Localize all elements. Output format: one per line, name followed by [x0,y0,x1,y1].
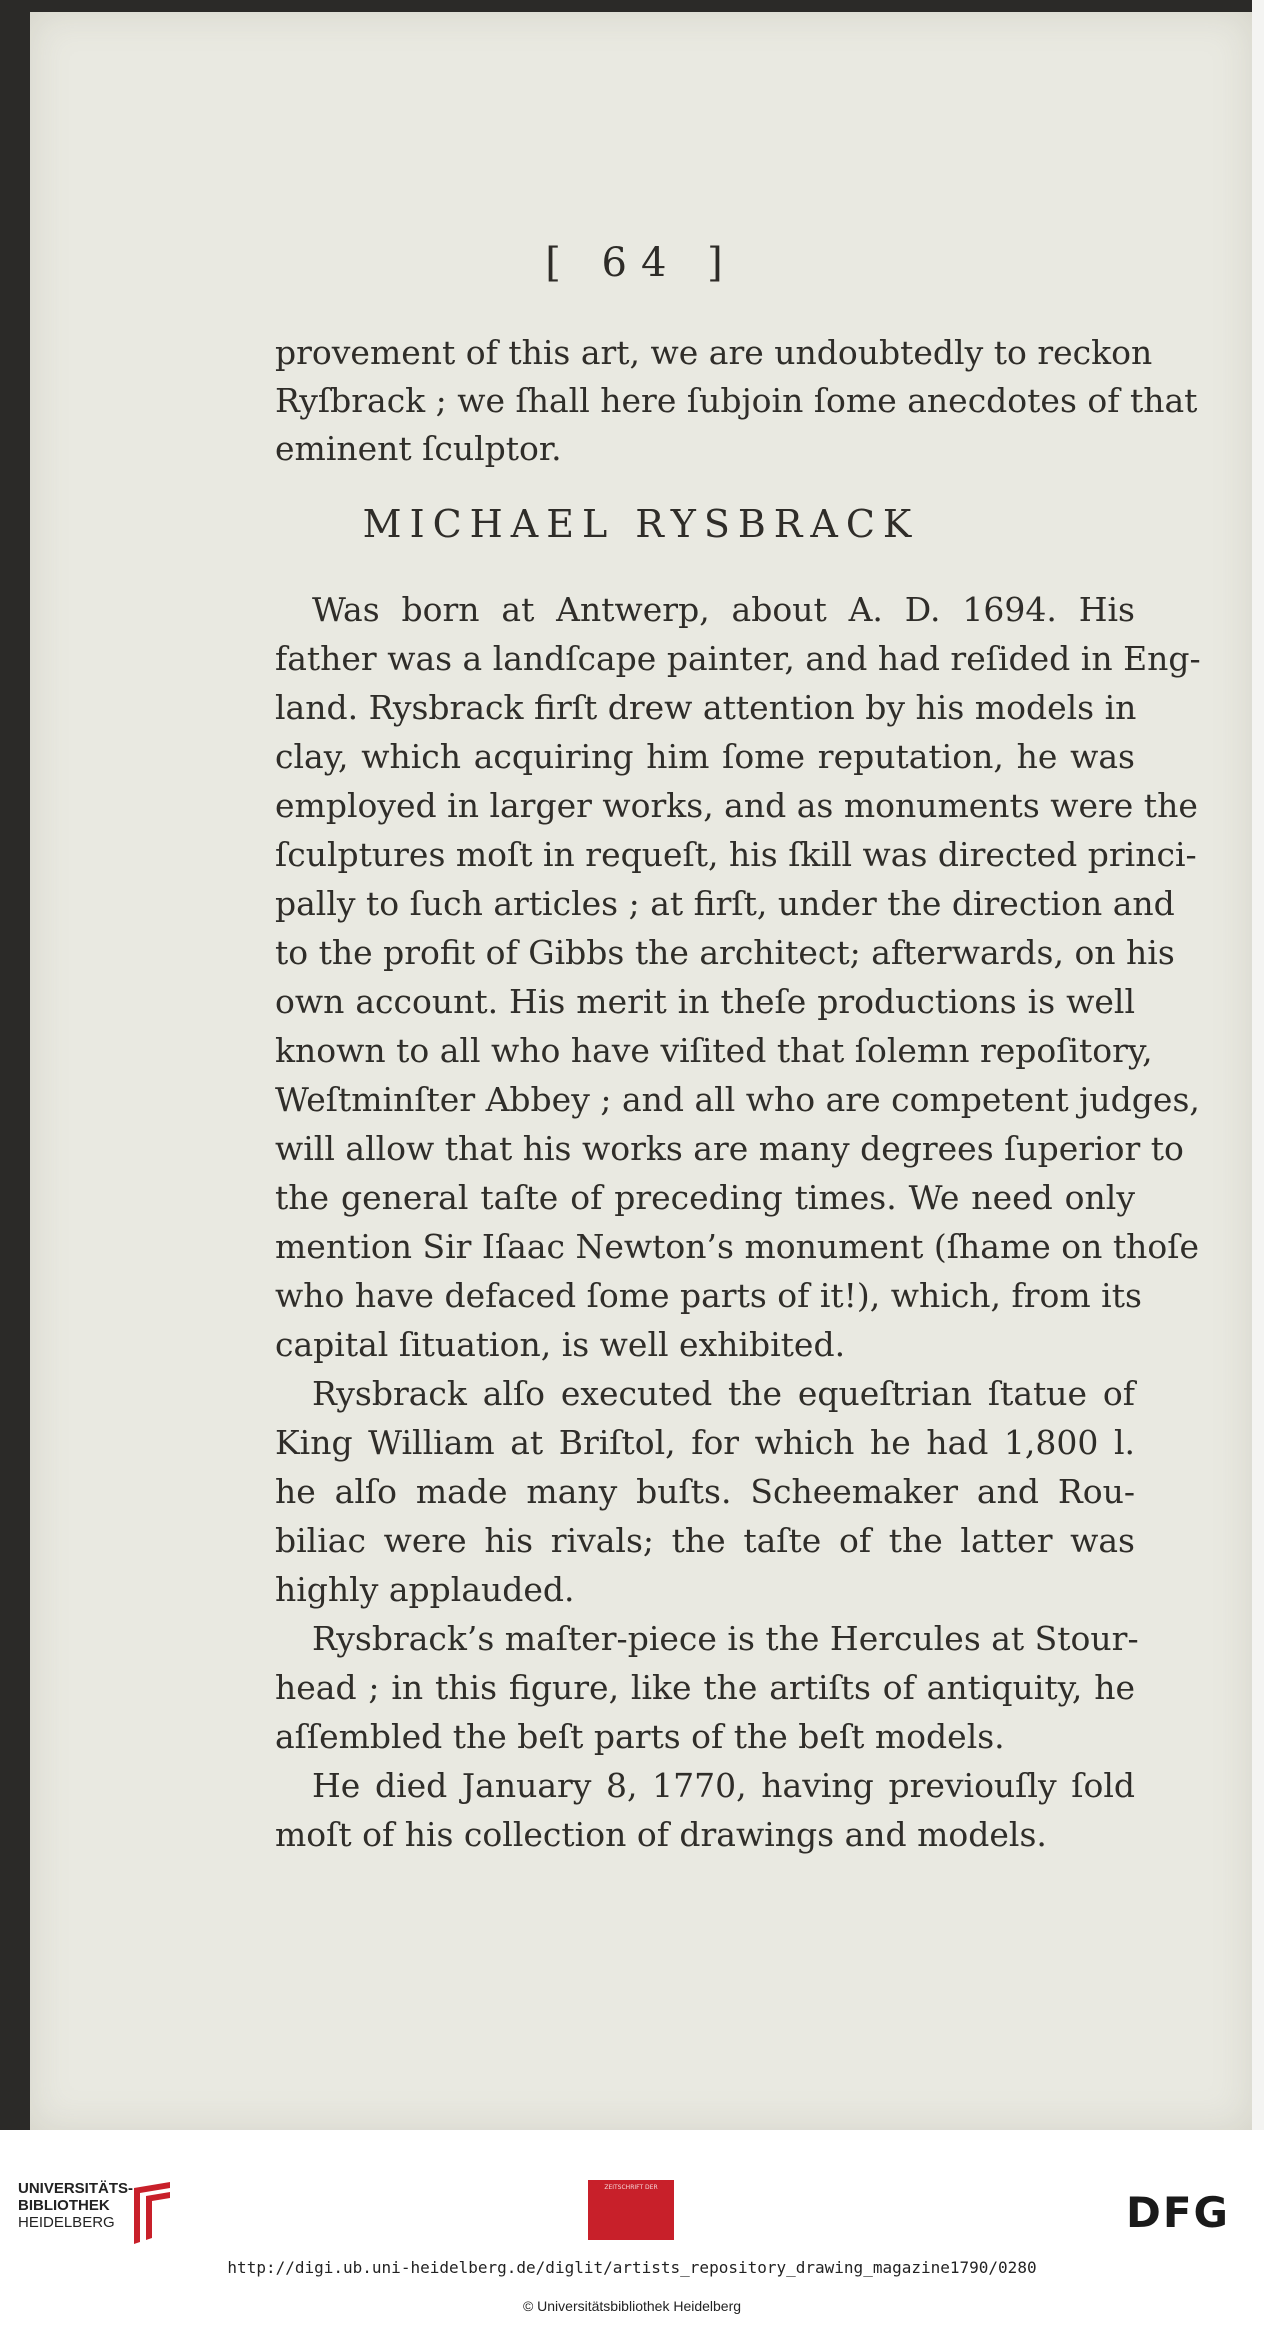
permalink-url[interactable]: http://digi.ub.uni-heidelberg.de/diglit/artists_repository_drawing_magazine1790/0280 [227,2258,1037,2277]
university-library-logo[interactable] [18,2180,133,2231]
text-line: Ryſbrack ; we ſhall here ſubjoin ſome anecdotes of that [275,381,1198,420]
text-line: Weſtminſter Abbey ; and all who are competent judges, [275,1080,1200,1119]
text-line: land. Rysbrack firſt drew attention by his models in [275,688,1137,727]
text-line: will allow that his works are many degrees ſuperior to [275,1129,1184,1168]
text-line: provement of this art, we are undoubtedly to reckon [275,333,1153,372]
text-line: the general taſte of preceding times. We need only [275,1178,1135,1217]
dfg-logo[interactable]: DFG [1126,2188,1231,2237]
text-line: King William at Briſtol, for which he had 1,800 l. [275,1423,1135,1462]
logo-line: UNIVERSITÄTS- [18,2180,134,2197]
text-line: Was born at Antwerp, about A. D. 1694. His [312,590,1135,629]
text-line: pally to ſuch articles ; at firſt, under the direction and [275,884,1175,923]
text-line: he alſo made many buſts. Scheemaker and Rou- [275,1472,1135,1511]
text-line: employed in larger works, and as monuments were the [275,786,1198,825]
page-number: [ 64 ] [545,240,737,286]
text-line: known to all who have viſited that ſolemn repoſitory, [275,1031,1153,1070]
text-line: moſt of his collection of drawings and models. [275,1815,1047,1854]
text-line: eminent ſculptor. [275,429,562,468]
logo-line: BIBLIOTHEK [18,2197,110,2214]
library-mark-icon [130,2182,176,2246]
text-line: mention Sir Iſaac Newton’s monument (ſhame on thoſe [275,1227,1199,1266]
book-page [30,12,1252,2130]
text-line: who have defaced ſome parts of it!), which, from its [275,1276,1142,1315]
text-line: clay, which acquiring him ſome reputation, he was [275,737,1135,776]
journal-stamp-logo[interactable] [588,2180,674,2240]
scan-edge [1252,0,1264,2130]
text-line: highly applauded. [275,1570,575,1609]
stamp-label: ZEITSCHRIFT DER [604,2184,658,2191]
text-line: Rysbrack’s maſter-piece is the Hercules at Stour- [312,1619,1139,1658]
text-line: aſſembled the beſt parts of the beſt models. [275,1717,1005,1756]
text-line: to the profit of Gibbs the architect; afterwards, on his [275,933,1175,972]
section-heading: MICHAEL RYSBRACK [362,502,920,546]
text-line: head ; in this figure, like the artiſts of antiquity, he [275,1668,1135,1707]
text-line: biliac were his rivals; the taſte of the latter was [275,1521,1135,1560]
text-line: father was a landſcape painter, and had reſided in Eng- [275,639,1201,678]
text-line: Rysbrack alſo executed the equeſtrian ſtatue of [312,1374,1135,1413]
viewer-footer [0,2130,1264,2327]
text-line: capital ſituation, is well exhibited. [275,1325,846,1364]
copyright-notice: © Universitätsbibliothek Heidelberg [522,2298,742,2314]
text-line: He died January 8, 1770, having previouſly ſold [312,1766,1135,1805]
logo-line: HEIDELBERG [18,2214,115,2231]
text-line: ſculptures moſt in requeſt, his ſkill was directed princi- [275,835,1197,874]
text-line: own account. His merit in theſe productions is well [275,982,1135,1021]
